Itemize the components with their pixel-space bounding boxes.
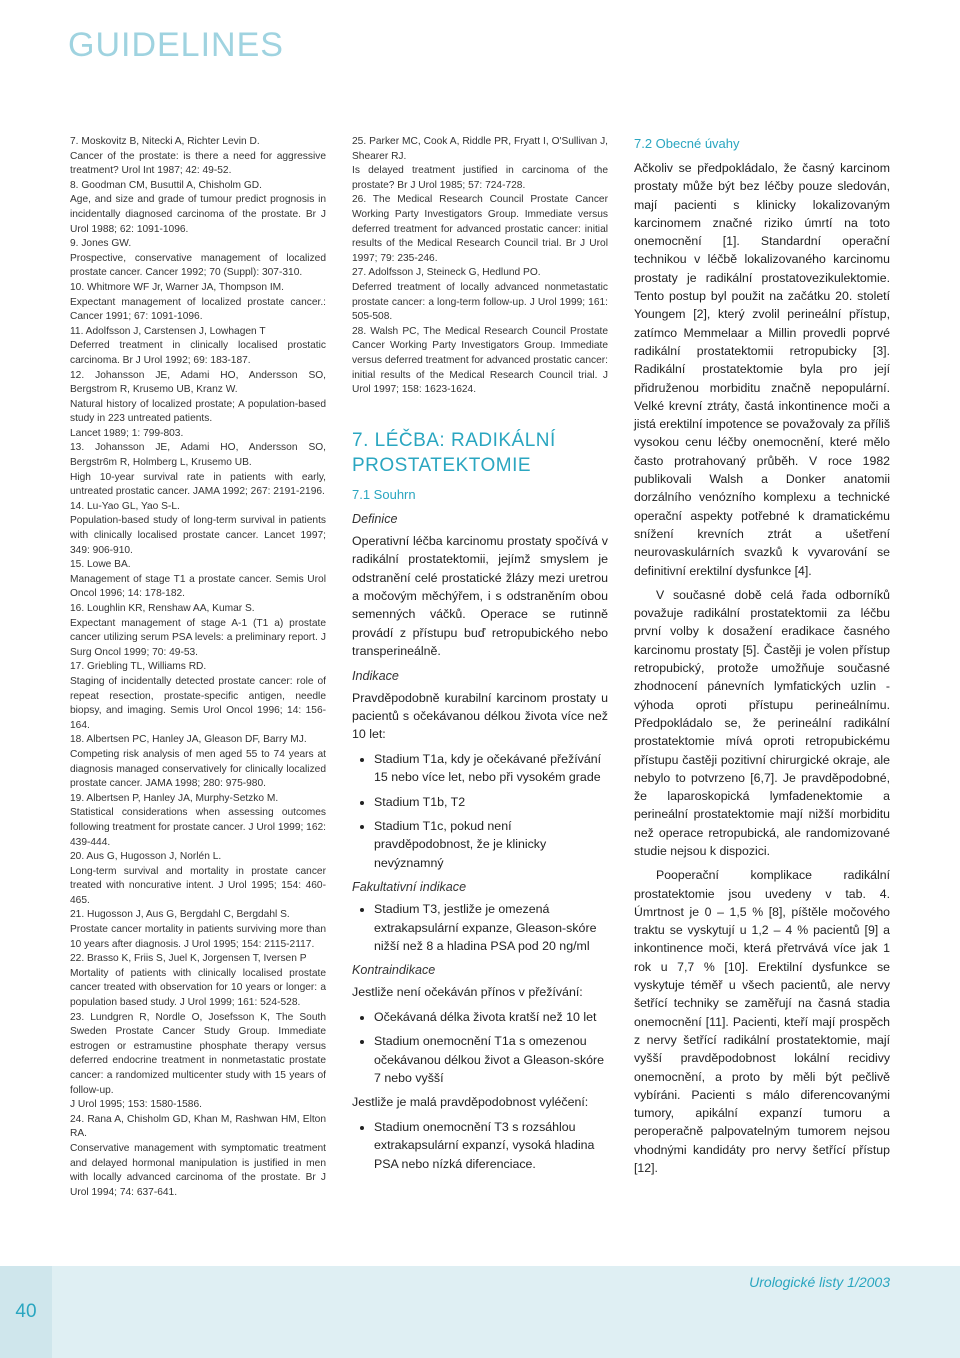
paragraph: Ačkoliv se předpokládalo, že časný karcinom prostaty může být bez léčby pouze sledován, mají pacienti s klinicky lokalizovaným karcinomem značné riziko úmrtí na toto onemocnění [1]. Standardní operační technikou v léčbě lokalizovaného karcinomu prostaty je radikální prostatovezikulektomie. Tento postup byl použit na začátku 20. století Youngem [2], který zvolil perineální přístup, zatímco Memmelaar a Millin provedli poprvé radikální prostatektomii retropubicky [3]. Radikální prostatektomie byla pro její přidruženou morbiditu značně nepopulární. Velké krevní ztráty, častá inkontinence moči a jistá erektilní impotence se považovaly za příliš vysokou cenu léčby onemocnění, které mělo často protrahovaný průběh. V roce 1982 publikovali Walsh a Donker anatomii dorzálního venózního komplexu a technické operační aspekty potřebné k dramatickému snížení krevních ztrát a ušetření neurovaskulárních svazků k vyvarování se definitivní erektilní dysfunkce [4].	[634, 161, 890, 578]
page-header-title: GUIDELINES	[68, 26, 284, 64]
reference-line: Deferred treatment in clinically localised prostatic carcinoma. Br J Urol 1992; 69: 183-187.	[70, 340, 326, 366]
reference-line: 9. Jones GW.	[70, 238, 132, 250]
reference-line: 28. Walsh PC, The Medical Research Council Prostate Cancer Working Party Investigators Group. Immediate versus deferred treatment for advanced prostatic cancer: initial results of the Medical Research Council trial. J Urol 1997; 158: 1623-1624.	[352, 325, 608, 396]
reference-line: 22. Brasso K, Friis S, Juel K, Jorgensen T, Iversen P	[70, 953, 307, 965]
reference-line: 26. The Medical Research Council Prostate Cancer Working Party Investigators Group. Immediate versus deferred treatment for advanced prostatic cancer: initial results of the Medical Research Council trial. Br J Urol 1997; 79: 235-246.	[352, 194, 608, 264]
reference-line: 7. Moskovitz B, Nitecki A, Richter Levin D.	[70, 136, 260, 147]
reference-line: Expectant management of stage A-1 (T1 a) prostate cancer utilizing serum PSA levels: a preliminary report. J Surg Oncol 1999; 70: 49-53.	[70, 617, 326, 658]
bullet-item: • Stadium T1a, kdy je očekávané přežívání 15 nebo více let, nebo při vysokém grade	[374, 750, 608, 787]
reference-line: Cancer of the prostate: is there a need for aggressive treatment? Urol Int 1987; 42: 49-52.	[70, 150, 326, 177]
reference-line: 15. Lowe BA.	[70, 559, 131, 571]
reference-line: 13. Johansson JE, Adami HO, Andersson SO, Bergstr6m R, Holmberg L, Krusemo UB.	[70, 442, 326, 469]
reference-line: Long-term survival and mortality in prostate cancer treated with noncurative intent. J Urol 1995; 154: 460-465.	[70, 865, 326, 906]
reference-line: Expectant management of localized prostate cancer.: Cancer 1991; 67: 1091-1096.	[70, 296, 326, 323]
reference-list	[352, 135, 608, 398]
reference-line: 8. Goodman CM, Busuttil A, Chisholm GD.	[70, 179, 262, 191]
kontraindikace-text-2: Jestliže je malá pravděpodobnost vyléčení:	[352, 1095, 589, 1110]
reference-line: Statistical considerations when assessing outcomes following treatment for prostate cancer. J Urol 1999; 162: 439-444.	[70, 807, 326, 848]
reference-line: Conservative management with symptomatic treatment and delayed hormonal manipulation is justified in men with locally advanced carcinoma of the prostate. Br J Urol 1994; 74: 637-641.	[70, 1142, 326, 1198]
subsection-heading-7-2: 7.2 Obecné úvahy	[634, 136, 740, 151]
reference-line: 14. Lu-Yao GL, Yao S-L.	[70, 500, 180, 512]
reference-line: Age, and size and grade of tumour predict prognosis in incidentally diagnosed carcinoma of the prostate. Br J Urol 1988; 62: 1091-1096.	[70, 194, 326, 235]
reference-line: 18. Albertsen PC, Hanley JA, Gleason DF, Barry MJ.	[70, 734, 307, 746]
section-heading: 7. LÉČBA: RADIKÁLNÍ PROSTATEKTOMIE	[352, 429, 556, 476]
reference-line: Natural history of localized prostate; A population-based study in 223 untreated patients.	[70, 398, 326, 425]
kontraindikace-list-2	[352, 1118, 608, 1173]
reference-line: Competing risk analysis of men aged 55 to 74 years at diagnosis managed conservatively for clinically localized prostate cancer. JAMA 1998; 280: 975-980.	[70, 748, 326, 790]
reference-line: 23. Lundgren R, Nordle O, Josefsson K, The South Sweden Prostate Cancer Study Group. Immediate estrogen or estramustine phosphate therapy versus deferred endocrine treatment in nonmetastatic prostate cancer: a randomized multicenter study with 15 years of follow-up.	[70, 1011, 326, 1096]
reference-line: Lancet 1989; 1: 799-803.	[70, 427, 184, 439]
reference-line: 24. Rana A, Chisholm GD, Khan M, Rashwan HM, Elton RA.	[70, 1113, 326, 1140]
fakultativni-label: Fakultativní indikace	[352, 880, 467, 895]
bullet-item: • Stadium onemocnění T1a s omezenou očekávanou délkou život a Gleason-skóre 7 nebo vyšší	[374, 1032, 608, 1087]
journal-name: Urologické listy 1/2003	[749, 1274, 890, 1290]
kontraindikace-label: Kontraindikace	[352, 963, 436, 978]
reference-line: 17. Griebling TL, Williams RD.	[70, 661, 207, 673]
reference-line: Management of stage T1 a prostate cancer. Semis Urol Oncol 1996; 14: 178-182.	[70, 573, 326, 600]
reference-line: Deferred treatment of locally advanced nonmetastatic prostate cancer: a long-term follow-up. J Urol 1999; 161: 505-508.	[352, 281, 608, 323]
reference-line: Prospective, conservative management of localized prostate cancer. Cancer 1992; 70 (Suppl): 307-310.	[70, 252, 326, 279]
reference-line: 16. Loughlin KR, Renshaw AA, Kumar S.	[70, 603, 255, 614]
reference-line: 12. Johansson JE, Adami HO, Andersson SO, Bergstrom R, Krusemo UB, Kranz W.	[70, 369, 326, 396]
bullet-item: • Očekávaná délka života kratší než 10 let	[374, 1008, 608, 1026]
definice-text: Operativní léčba karcinomu prostaty spočívá v radikální prostatektomii, jejímž smyslem je odstranění celé prostatické žlázy mezi uretrou a močovým měchýřem, i s odstraněním obou semenných váčků. Operace se rutinně provádí z přístupu buď retropubického nebo transperineálně.	[352, 533, 608, 659]
bullet-item: • Stadium T3, jestliže je omezená extrakapsulární expanze, Gleason-skóre nižší než 8 a hladina PSA pod 20 ng/ml	[374, 900, 608, 955]
kontraindikace-text: Jestliže není očekáván přínos v přežívání:	[352, 985, 583, 1000]
reference-line: 27. Adolfsson J, Steineck G, Hedlund PO.	[352, 267, 541, 279]
reference-line: Staging of incidentally detected prostate cancer: role of repeat resection, prostate-specific antigen, needle biopsy, and imaging. Semis Urol Oncol 1996; 14: 156-164.	[70, 675, 326, 731]
kontraindikace-list	[352, 1008, 608, 1088]
reference-line: 21. Hugosson J, Aus G, Bergdahl C, Bergdahl S.	[70, 909, 290, 921]
content-column-2	[352, 135, 608, 1179]
definice-label: Definice	[352, 511, 398, 526]
page-number: 40	[0, 1266, 52, 1358]
indikace-label: Indikace	[352, 668, 399, 683]
reference-line: Mortality of patients with clinically localised prostate cancer treated with observation for 10 years or longer: a population based study. J Urol 1999; 161: 524-528.	[70, 967, 326, 1009]
fakultativni-list	[352, 900, 608, 955]
content-column-3	[634, 135, 890, 1183]
reference-line: 11. Adolfsson J, Carstensen J, Lowhagen T	[70, 325, 266, 337]
reference-line: 10. Whitmore WF Jr, Warner JA, Thompson IM.	[70, 281, 284, 293]
reference-line: Is delayed treatment justified in carcinoma of the prostate? Br J Urol 1985; 57: 724-728.	[352, 165, 608, 191]
reference-line: Population-based study of long-term survival in patients with clinically localised prostate cancer. Lancet 1997; 349: 906-910.	[70, 515, 326, 556]
references-column-1	[70, 135, 326, 1200]
paragraph: V současné době celá řada odborníků považuje radikální prostatektomii za léčbu první volby k dosažení eradikace časného karcinomu prostaty [5]. Častěji je volen přístup retropubický, protože umožňuje současné zhodnocení pánevních lymfatických uzlin - výhoda oproti přístupu perineálnímu. Předpokládalo se, že perineální radikální prostatektomie mívá oproti retropubickému přístupu častěji pozitivní chirurgické okraje, ale nebylo to potvrzeno [6,7]. Je pravděpodobné, že laparoskopická lymfadenektomie a perineální prostatektomie mají nižší morbiditu než operace retropubická, ale randomizované studie nejsou k dispozici.	[634, 587, 890, 858]
reference-line: J Urol 1995; 153: 1580-1586.	[70, 1099, 202, 1111]
subsection-heading: 7.1 Souhrn	[352, 486, 416, 502]
paragraph: Pooperační komplikace radikální prostatektomie jsou uvedeny v tab. 4. Úmrtnost je 0 – 1,5 % [8], píštěle močového traktu se vyskytují u 1,2 – 4 % pacientů [9] a inkontinence moči, která přetrvává více jak 1 rok u 7,7 % [10]. Erektilní dysfunkce se vyskytuje téměř u všech pacientů, ale nervy šetřící techniky se zaměřují na časná stadia onemocnění [11]. Pacienti, kteří mají prospěch z nervy šetřící radikální prostatektomie, mají vyšší pravděpodobnost lokální recidivy onemocnění, a proto by měli být pečlivě vybíráni. Pacienti s málo diferencovanými tumory, apikální expanzí tumoru a peroperačně palpovatelným tumorem nejsou vhodnými kandidáty pro nervy šetřící přístup [12].	[634, 868, 890, 1176]
bullet-item: • Stadium onemocnění T3 s rozsáhlou extrakapsulární expanzí, vysoká hladina PSA nebo nízká diferenciace.	[374, 1118, 608, 1173]
bullet-item: • Stadium T1b, T2	[374, 793, 608, 811]
indikace-text: Pravděpodobně kurabilní karcinom prostaty u pacientů s očekávanou délkou života více než 10 let:	[352, 690, 608, 742]
reference-line: High 10-year survival rate in patients with early, untreated prostatic cancer. JAMA 1992; 267: 2191-2196.	[70, 471, 326, 498]
reference-line: 20. Aus G, Hugosson J, Norlén L.	[70, 851, 222, 863]
reference-line: Prostate cancer mortality in patients surviving more than 10 years after diagnosis. J Urol 1995; 154: 2115-2117.	[70, 924, 326, 950]
indikace-list	[352, 750, 608, 872]
reference-line: 25. Parker MC, Cook A, Riddle PR, Fryatt I, O'Sullivan J, Shearer RJ.	[352, 136, 608, 162]
reference-line: 19. Albertsen P, Hanley JA, Murphy-Setzko M.	[70, 792, 279, 804]
bullet-item: • Stadium T1c, pokud není pravděpodobnost, že je klinicky nevýznamný	[374, 817, 608, 872]
reference-list	[70, 135, 326, 1200]
